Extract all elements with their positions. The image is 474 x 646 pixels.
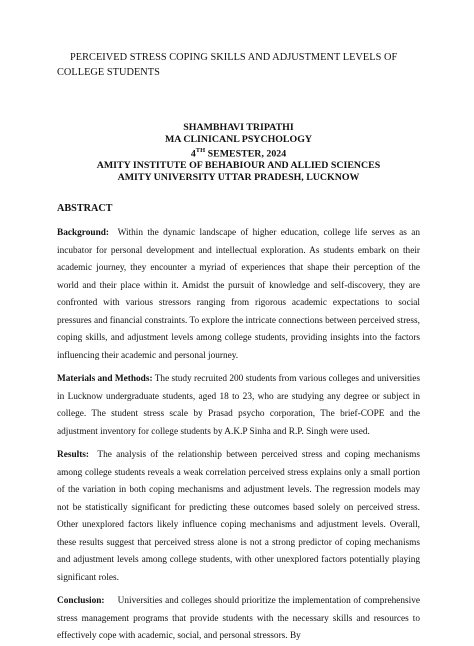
methods-label: Materials and Methods:: [57, 374, 153, 385]
conclusion-text: Universities and colleges should prioritize the implementation of comprehensive stress management programs that provide students with the necessary skills and resources to effectively cope with academic, social, and personal stressors. By: [57, 596, 420, 642]
paper-title: PERCEIVED STRESS COPING SKILLS AND ADJUSTMENT LEVELS OF COLLEGE STUDENTS: [57, 52, 398, 78]
results-text: The analysis of the relationship between perceived stress and coping mechanisms among college students reveals a weak correlation perceived stress explains only a small portion of the variation in both coping mechanisms and adjustment levels. The regression models may not be statistically significant for predicting these outcomes based solely on perceived stress. Other unexplored factors likely influence coping mechanisms and adjustment levels. Overall, these results suggest that perceived stress alone is not a strong predictor of coping mechanisms and adjustment levels among college students, with other unexplored factors potentially playing significant roles.: [57, 450, 421, 583]
methods-text: The study recruited 200 students from various colleges and universities in Lucknow undergraduate students, aged 18 to 23, who are studying any degree or subject in college. The student stress scale by Prasad psycho corporation, The brief-COPE and the adjustment inventory for college students by A.K.P Sinha and R.P. Singh were used.: [57, 374, 421, 437]
background-paragraph: [57, 225, 420, 365]
author-university: AMITY UNIVERSITY UTTAR PRADESH, LUCKNOW: [117, 171, 360, 183]
background-label: Background:: [57, 228, 110, 239]
semester-rest: SEMESTER, 2024: [205, 148, 287, 160]
abstract-heading: ABSTRACT: [57, 203, 113, 215]
author-name: SHAMBHAVI TRIPATHI: [183, 122, 294, 133]
author-program: MA CLINICANL PSYCHOLOGY: [164, 133, 313, 145]
conclusion-paragraph: [57, 593, 420, 646]
conclusion-label: Conclusion:: [57, 596, 105, 607]
author-institute: AMITY INSTITUTE OF BEHABIOUR AND ALLIED SCIENCES: [96, 160, 381, 172]
results-paragraph: [57, 447, 420, 587]
semester-number: 4: [190, 148, 196, 160]
author-block: [57, 122, 420, 183]
author-semester: [57, 145, 420, 160]
semester-suffix: TH: [195, 147, 206, 155]
methods-paragraph: [57, 371, 420, 441]
results-label: Results:: [57, 450, 90, 461]
background-text: Within the dynamic landscape of higher education, college life serves as an incubator for personal development and intellectual exploration. As students embark on their academic journey, they encounter a myriad of experiences that shape their perception of the world and their place within it. Amidst the pursuit of knowledge and self-discovery, they are confronted with various stressors ranging from rigorous academic expectations to social pressures and financial constraints. To explore the intricate connections between perceived stress, coping skills, and adjustment levels among college students, providing insights into the factors influencing their academic and personal journey.: [57, 228, 420, 361]
